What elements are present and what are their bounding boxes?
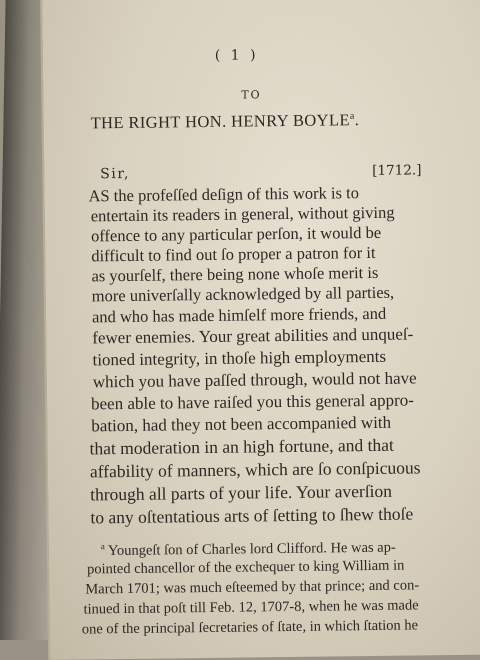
footnote-line: tinued in that poſt till Feb. 12, 1707-8, when he was made xyxy=(83,597,419,618)
letter-date: [1712.] xyxy=(372,162,422,179)
body-line: AS the profeſſed deſign of this work is to xyxy=(88,183,360,206)
footnote-line: one of the principal ſecretaries of ſtate, in which ſtation he xyxy=(81,617,419,638)
body-line: offence to any particular perſon, it would be xyxy=(90,222,382,246)
body-line: entertain its readers in general, without giving xyxy=(90,202,395,226)
body-line: which you have paſſed through, would not have xyxy=(92,368,417,392)
body-line: and who has made himſelf more friends, and xyxy=(91,303,387,327)
body-line: tioned integrity, in thoſe high employments xyxy=(92,346,387,370)
dedication-title-text: THE RIGHT HON. HENRY BOYLE xyxy=(90,110,350,133)
body-line: more univerſally acknowledged by all parties, xyxy=(91,282,395,306)
footnote-line xyxy=(101,538,396,560)
body-line: to any oſtentatious arts of ſetting to ſhew thoſe xyxy=(90,503,414,528)
dedication-title: THE RIGHT HON. HENRY BOYLE$^a$. xyxy=(90,110,360,133)
body-line: bation, had they not been accompanied with xyxy=(91,412,392,436)
title-footnote-marker: a xyxy=(349,110,355,122)
body-line: through all parts of your life. Your averſion xyxy=(90,480,393,505)
body-line: as yourſelf, there being none whoſe merit is xyxy=(91,262,379,286)
footnote-marker: a xyxy=(100,541,105,552)
footnote-line: March 1701; was much eſteemed by that prince; and con- xyxy=(85,577,420,598)
salutation: Sir, xyxy=(100,165,131,183)
body-line: that moderation in an high fortune, and that xyxy=(89,434,394,459)
page-number: ( 1 ) xyxy=(214,47,259,64)
footnote-text: Youngeſt ſon of Charles lord Clifford. He was ap- xyxy=(107,539,396,560)
body-line: fewer enemies. Your great abilities and unqueſ- xyxy=(92,324,414,348)
book-page xyxy=(40,0,480,660)
body-line: affability of manners, which are ſo conſpicuous xyxy=(89,457,421,482)
body-line: been able to have raiſed you this general appro- xyxy=(90,390,415,414)
footnote-line: pointed chancellor of the exchequer to king William in xyxy=(86,557,405,578)
body-line: difficult to find out ſo proper a patron for it xyxy=(91,242,376,266)
dedication-to-label: TO xyxy=(241,88,262,102)
